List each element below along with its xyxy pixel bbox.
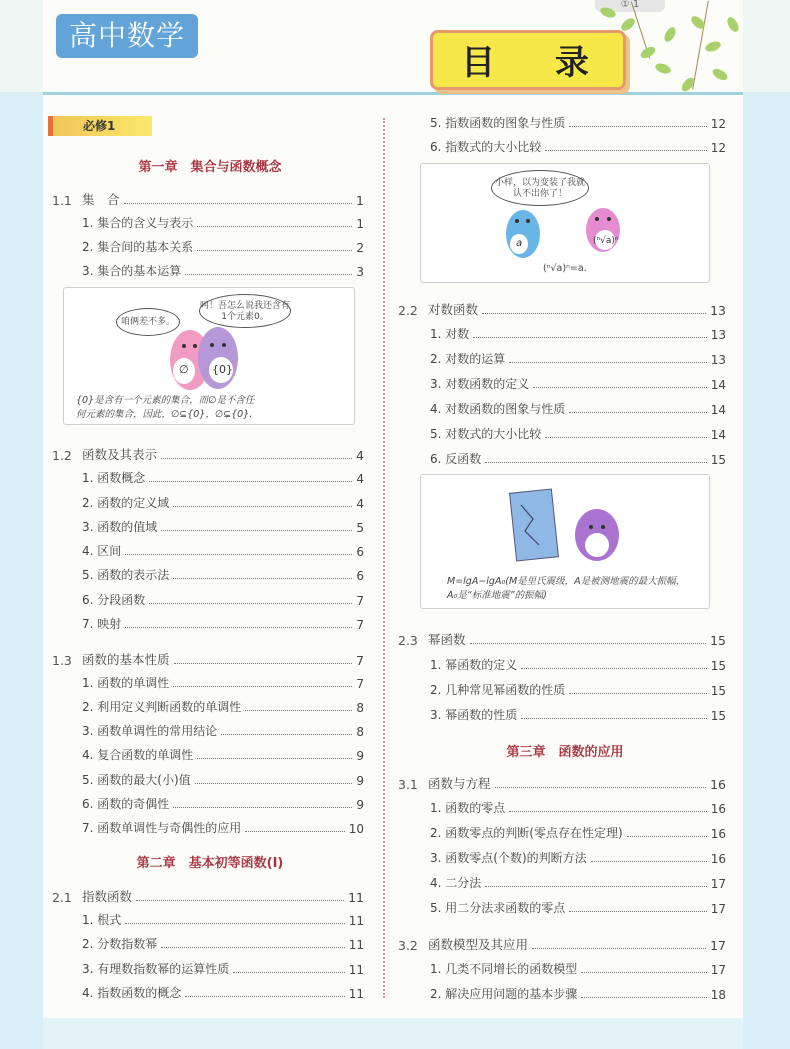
page-title: 目 录 [430,30,626,90]
header-rule [43,92,743,95]
speech-bubble: 呵！吾怎么说我还含有1个元素0。 [199,294,291,328]
toc-row[interactable]: 4. 对数函数的图象与性质 14 [430,402,726,417]
toc-row[interactable]: 3. 函数单调性的常用结论 8 [82,724,364,739]
toc-row[interactable]: 2. 对数的运算 13 [430,352,726,367]
illustration-radical [420,163,710,283]
toc-row-1-1[interactable]: 1.1 集 合 1 [52,192,364,208]
char-label-zero: {0} [212,363,233,376]
illustration-caption: {0}是含有一个元素的集合，而∅是不含任 [76,395,255,406]
chapter-2-title: 第二章 基本初等函数(Ⅰ) [136,856,284,871]
toc-row[interactable]: 3. 幂函数的性质 15 [430,708,726,723]
footer-band [43,1018,743,1049]
speech-bubble: 咱俩差不多。 [116,308,180,336]
illustration-caption: A₀是“标准地震”的振幅) [447,590,547,601]
toc-row[interactable]: 1. 函数的零点 16 [430,801,726,816]
toc-row[interactable]: 5. 对数式的大小比较 14 [430,427,726,442]
toc-row[interactable]: 1. 函数概念 4 [82,471,364,486]
char-label-empty: ∅ [179,363,189,376]
toc-row[interactable]: 3. 函数零点(个数)的判断方法 16 [430,851,726,866]
toc-row[interactable]: 3. 对数函数的定义 14 [430,377,726,392]
toc-row-2-3[interactable]: 2.3 幂函数 15 [398,632,726,648]
toc-row-3-1[interactable]: 3.1 函数与方程 16 [398,776,726,792]
toc-row[interactable]: 5. 指数函数的图象与性质 12 [430,116,726,131]
char-label-a: a [516,238,523,249]
toc-row-2-2[interactable]: 2.2 对数函数 13 [398,302,726,318]
toc-row[interactable]: 3. 集合的基本运算 3 [82,264,364,279]
toc-row[interactable]: 1. 对数 13 [430,327,726,342]
toc-row[interactable]: 2. 函数的定义域 4 [82,496,364,511]
toc-row-2-1[interactable]: 2.1 指数函数 11 [52,889,364,905]
toc-row[interactable]: 7. 函数单调性与奇偶性的应用 10 [82,821,364,836]
toc-row[interactable]: 2. 几种常见幂函数的性质 15 [430,683,726,698]
toc-row[interactable]: 3. 有理数指数幂的运算性质 11 [82,962,364,977]
toc-row[interactable]: 6. 指数式的大小比较 12 [430,140,726,155]
toc-row[interactable]: 6. 反函数 15 [430,452,726,467]
toc-row[interactable]: 6. 分段函数 7 [82,593,364,608]
toc-row[interactable]: 4. 指数函数的概念 11 [82,986,364,1001]
toc-row[interactable]: 2. 解决应用问题的基本步骤 18 [430,987,726,1002]
toc-row[interactable]: 5. 函数的最大(小)值 9 [82,773,364,788]
top-page-number: ① 1 [595,0,665,12]
toc-row[interactable]: 1. 集合的含义与表示 1 [82,216,364,231]
chapter-3-title: 第三章 函数的应用 [506,745,624,760]
toc-row[interactable]: 7. 映射 7 [82,617,364,632]
toc-row[interactable]: 2. 利用定义判断函数的单调性 8 [82,700,364,715]
illustration-richter [420,474,710,609]
toc-row[interactable]: 3. 函数的值域 5 [82,520,364,535]
toc-row[interactable]: 1. 幂函数的定义 15 [430,658,726,673]
toc-row[interactable]: 1. 几类不同增长的函数模型 17 [430,962,726,977]
toc-row[interactable]: 5. 函数的表示法 6 [82,568,364,583]
chapter-1-title: 第一章 集合与函数概念 [138,160,282,175]
illustration-caption: 何元素的集合，因此，∅⊆{0}，∅⊊{0}. [76,409,253,420]
toc-row[interactable]: 1. 函数的单调性 7 [82,676,364,691]
toc-row[interactable]: 6. 函数的奇偶性 9 [82,797,364,812]
toc-row-1-2[interactable]: 1.2 函数及其表示 4 [52,447,364,463]
illustration-caption: M=lgA−lgA₀(M是里氏震级，A是被测地震的最大振幅， [447,576,686,587]
toc-row[interactable]: 2. 函数零点的判断(零点存在性定理) 16 [430,826,726,841]
section-label: 必修1 [48,116,152,136]
illustration-caption: (ⁿ√a)ⁿ=a. [543,263,587,274]
toc-row[interactable]: 4. 二分法 17 [430,876,726,891]
column-divider [383,118,385,998]
toc-row-3-2[interactable]: 3.2 函数模型及其应用 17 [398,937,726,953]
toc-row[interactable]: 2. 分数指数幂 11 [82,937,364,952]
subject-badge: 高中数学 [56,14,198,58]
toc-row[interactable]: 4. 区间 6 [82,544,364,559]
toc-row-1-3[interactable]: 1.3 函数的基本性质 7 [52,652,364,668]
illustration-empty-set [63,287,355,425]
speech-bubble: 小样，以为变装了我就认不出你了！ [491,170,589,206]
toc-row[interactable]: 2. 集合间的基本关系 2 [82,240,364,255]
toc-row[interactable]: 4. 复合函数的单调性 9 [82,748,364,763]
toc-row[interactable]: 1. 根式 11 [82,913,364,928]
toc-row[interactable]: 5. 用二分法求函数的零点 17 [430,901,726,916]
char-label-radical: (ⁿ√a)ⁿ [593,236,619,246]
